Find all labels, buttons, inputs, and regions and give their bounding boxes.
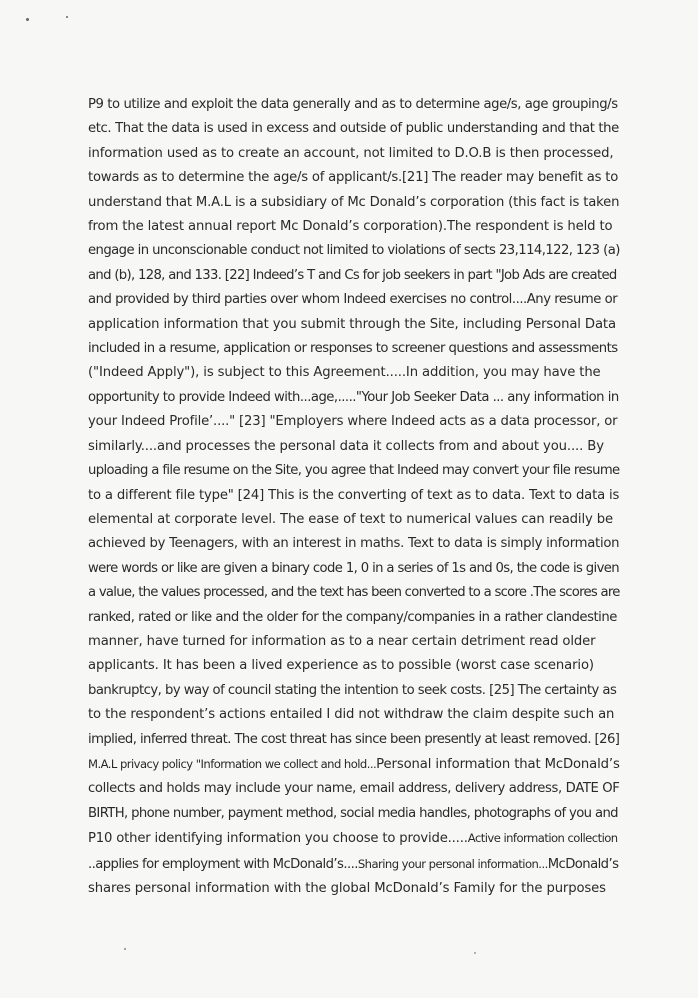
text-line: collects and holds may include your name, email address, delivery address, DATE OF bbox=[88, 781, 620, 797]
text-line: P9 to utilize and exploit the data generally and as to determine age/s, age grouping/s bbox=[88, 97, 618, 112]
text-line: ranked, rated or like and the older for the company/companies in a rather clandestine bbox=[88, 609, 617, 625]
text-line: uploading a file resume on the Site, you agree that Indeed may convert your file resume bbox=[88, 463, 620, 479]
text-line: included in a resume, application or responses to screener questions and assessments bbox=[88, 341, 618, 357]
scan-speck bbox=[124, 948, 126, 950]
text-line: applicants. It has been a lived experience as to possible (worst case scenario) bbox=[88, 658, 594, 674]
text-line bbox=[88, 852, 620, 877]
text-line: implied, inferred threat. The cost threat has since been presently at least removed. [26] bbox=[88, 731, 620, 747]
text-line: opportunity to provide Indeed with...age,....."Your Job Seeker Data ... any information in bbox=[88, 389, 619, 405]
text-line: application information that you submit through the Site, including Personal Data bbox=[88, 316, 616, 332]
text-line: to a different file type" [24] This is the converting of text as to data. Text to data is bbox=[88, 487, 620, 503]
text-line: and (b), 128, and 133. [22] Indeed’s T and Cs for job seekers in part "Job Ads are created bbox=[88, 267, 617, 283]
text-line: ("Indeed Apply"), is subject to this Agreement.....In addition, you may have the bbox=[88, 365, 601, 381]
text-line: similarly....and processes the personal data it collects from and about you.... By bbox=[88, 438, 604, 454]
text-line: achieved by Teenagers, with an interest in maths. Text to data is simply information bbox=[88, 536, 620, 552]
text-line: elemental at corporate level. The ease of text to numerical values can readily be bbox=[88, 511, 614, 527]
text-line: etc. That the data is used in excess and outside of public understanding and that the bbox=[88, 121, 619, 137]
text-line: were words or like are given a binary code 1, 0 in a series of 1s and 0s, the code is given bbox=[88, 560, 620, 576]
body-paragraph bbox=[88, 93, 620, 901]
text-line: towards as to determine the age/s of applicant/s.[21] The reader may benefit as to bbox=[88, 170, 619, 186]
text-line: from the latest annual report Mc Donald’s corporation).The respondent is held to bbox=[88, 219, 613, 235]
text-line: your Indeed Profile’...." [23] "Employers where Indeed acts as a data processor, or bbox=[88, 414, 618, 430]
text-line: to the respondent’s actions entailed I did not withdraw the claim despite such an bbox=[88, 707, 615, 723]
text-line bbox=[88, 752, 620, 777]
text-fragment: McDonald’s bbox=[547, 856, 619, 872]
text-line: bankruptcy, by way of council stating the intention to seek costs. [25] The certainty as bbox=[88, 682, 617, 698]
scan-speck bbox=[474, 952, 476, 954]
text-line: shares personal information with the global McDonald’s Family for the purposes bbox=[88, 881, 606, 896]
text-line: understand that M.A.L is a subsidiary of Mc Donald’s corporation (this fact is taken bbox=[88, 194, 620, 210]
text-line: manner, have turned for information as to a near certain detriment read older bbox=[88, 633, 596, 649]
text-line: a value, the values processed, and the text has been converted to a score .The scores are bbox=[88, 585, 620, 601]
text-line: BIRTH, phone number, payment method, social media handles, photographs of you and bbox=[88, 805, 618, 821]
text-line: information used as to create an account, not limited to D.O.B is then processed, bbox=[88, 145, 614, 161]
text-fragment: ..applies for employment with McDonald’s.... bbox=[88, 856, 358, 872]
text-fragment: P10 other identifying information you choose to provide..... bbox=[88, 831, 468, 847]
quoted-policy-heading: Sharing your personal information... bbox=[357, 856, 548, 871]
scan-speck bbox=[66, 16, 68, 18]
text-line bbox=[88, 826, 620, 851]
scan-speck bbox=[26, 18, 29, 21]
text-line: engage in unconscionable conduct not limited to violations of sects 23,114,122, 123 (a) bbox=[88, 243, 620, 259]
quoted-policy-heading: M.A.L privacy policy "Information we collect and hold... bbox=[88, 756, 377, 771]
text-line: and provided by third parties over whom Indeed exercises no control....Any resume or bbox=[88, 292, 618, 308]
text-fragment: Personal information that McDonald’s bbox=[376, 756, 620, 772]
quoted-policy-heading: Active information collection bbox=[467, 831, 618, 846]
